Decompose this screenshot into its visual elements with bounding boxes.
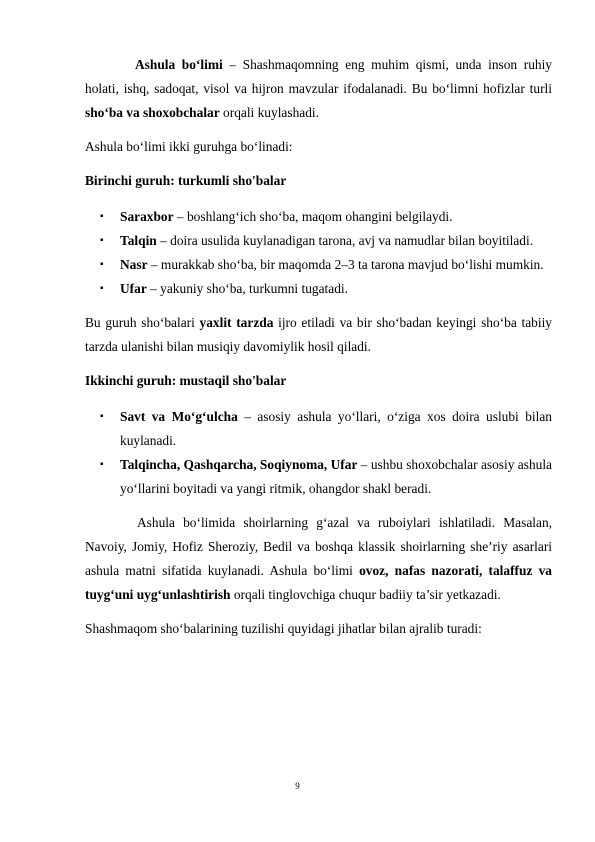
item-term: Savt va Mo‘g‘ulcha [120, 409, 238, 424]
list-item [85, 253, 552, 277]
poets-text-1: Ashula bo‘limida shoirlarning g‘azal va ruboiylari ishlatiladi. Masalan, Navoiy, Jomiy, Hofiz Sheroziy, Bedil va boshqa klassik shoirlarning she’riy asarlari ashula matni sifatida kuylanadi. Ashula bo‘limi [85, 515, 552, 578]
poets-paragraph [85, 511, 552, 607]
bullet-icon: ▪ [100, 211, 104, 222]
list-item [85, 277, 552, 301]
item-description: – ushbu shoxobchalar asosiy ashula yo‘llarini boyitadi va yangi ritmik, ohangdor shakl beradi. [120, 457, 552, 496]
item-description: – boshlang‘ich sho‘ba, maqom ohangini belgilaydi. [173, 209, 453, 224]
closing-paragraph: Shashmaqom sho‘balarining tuzilishi quyidagi jihatlar bilan ajralib turadi: [85, 621, 482, 636]
item-term: Talqincha, Qashqarcha, Soqiynoma, Ufar [120, 457, 358, 472]
group1-summary [85, 311, 552, 359]
intro-text-2: orqali kuylashadi. [219, 105, 319, 120]
page-number: 9 [295, 781, 300, 791]
list-item [85, 453, 552, 501]
summary-bold: yaxlit tarzda [199, 315, 274, 330]
item-description: – asosiy ashula yo‘llari, o‘ziga xos doira uslubi bilan kuylanadi. [120, 409, 552, 448]
bullet-icon: ▪ [100, 411, 104, 422]
poets-bold: ovoz, nafas nazorati, talaffuz va tuyg‘uni uyg‘unlashtirish [85, 563, 552, 602]
item-term: Saraxbor [120, 209, 174, 224]
group1-list [85, 205, 552, 301]
group2-list [85, 405, 552, 501]
summary-text-2: ijro etiladi va bir sho‘badan keyingi sho‘ba tabiiy tarzda ulanishi bilan musiqiy davomiylik hosil qiladi. [85, 315, 552, 354]
intro-text-1: – Shashmaqomning eng muhim qismi, unda inson ruhiy holati, ishq, sadoqat, visol va hijron mavzular ifodalanadi. Bu bo‘limni hofizlar turli [85, 57, 552, 96]
list-item [85, 205, 552, 229]
list-item [85, 229, 552, 253]
intro-paragraph [85, 53, 552, 125]
intro-bold-2: sho‘ba va shoxobchalar [85, 105, 220, 120]
item-description: – doira usulida kuylanadigan tarona, avj va namudlar bilan boyitiladi. [156, 233, 534, 248]
item-term: Nasr [120, 257, 148, 272]
summary-text-1: Bu guruh sho‘balari [85, 315, 200, 330]
bullet-icon: ▪ [100, 459, 104, 470]
poets-text-2: orqali tinglovchiga chuqur badiiy ta’sir yetkazadi. [230, 587, 501, 602]
item-description: – murakkab sho‘ba, bir maqomda 2–3 ta tarona mavjud bo‘lishi mumkin. [147, 257, 544, 272]
bullet-icon: ▪ [100, 259, 104, 270]
intro-lead: Ashula bo‘limi [135, 57, 223, 72]
item-term: Talqin [120, 233, 157, 248]
groups-intro: Ashula bo‘limi ikki guruhga bo‘linadi: [85, 139, 293, 154]
bullet-icon: ▪ [100, 283, 104, 294]
group2-heading: Ikkinchi guruh: mustaqil sho'balar [85, 373, 287, 388]
bullet-icon: ▪ [100, 235, 104, 246]
item-description: – yakuniy sho‘ba, turkumni tugatadi. [146, 281, 348, 296]
document-page [85, 53, 552, 651]
list-item [85, 405, 552, 453]
item-term: Ufar [120, 281, 147, 296]
group1-heading: Birinchi guruh: turkumli sho'balar [85, 173, 287, 188]
